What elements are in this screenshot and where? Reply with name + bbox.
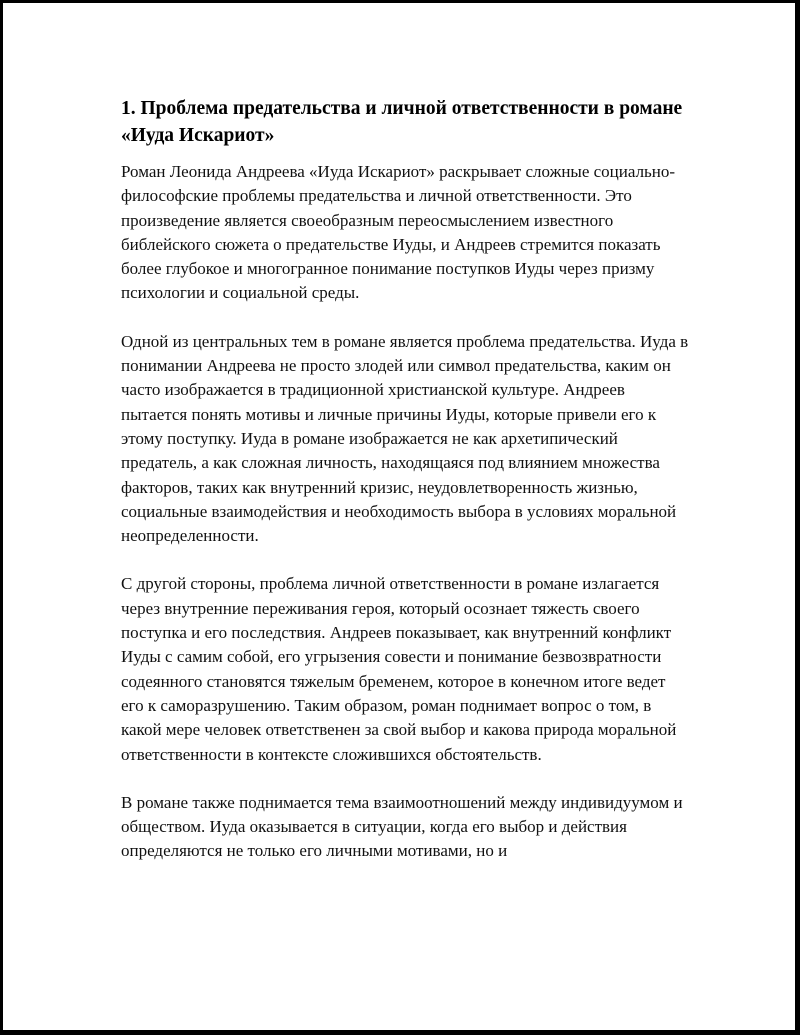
paragraph-4: В романе также поднимается тема взаимоотношений между индивидуумом и обществом. Иуда оказывается в ситуации, когда его выбор и действия определяются не только его личными мотивами, но и [121,792,683,861]
document-body [121,95,691,888]
paragraph-3: С другой стороны, проблема личной ответственности в романе излагается через внутренние переживания героя, который осознает тяжесть своего поступка и его последствия. Андреев показывает, как внутренний конфликт Иуды с самим собой, его угрызения совести и понимание безвозвратности содеянного становятся тяжелым бременем, которое в конечном итоге ведет его к саморазрушению. Таким образом, роман поднимает вопрос о том, в какой мере человек ответственен за свой выбор и какова природа моральной ответственности в контексте сложившихся обстоятельств. [121,574,677,764]
paragraph-2: Одной из центральных тем в романе является проблема предательства. Иуда в понимании Андреева не просто злодей или символ предательства, каким он часто изображается в традиционной христианской культуре. Андреев пытается понять мотивы и личные причины Иуды, которые привели его к этому поступку. Иуда в романе изображается не как архетипический предатель, а как сложная личность, находящаяся под влиянием множества факторов, таких как внутренний кризис, неудовлетворенность жизнью, социальные взаимодействия и необходимость выбора в условиях моральной неопределенности. [121,331,689,546]
paragraph-1: Роман Леонида Андреева «Иуда Искариот» раскрывает сложные социально-философские проблемы предательства и личной ответственности. Это произведение является своеобразным переосмыслением известного библейского сюжета о предательстве Иуды, и Андреев стремится показать более глубокое и многогранное понимание поступков Иуды через призму психологии и социальной среды. [121,162,676,303]
section-heading: 1. Проблема предательства и личной ответственности в романе «Иуда Искариот» [121,98,683,146]
